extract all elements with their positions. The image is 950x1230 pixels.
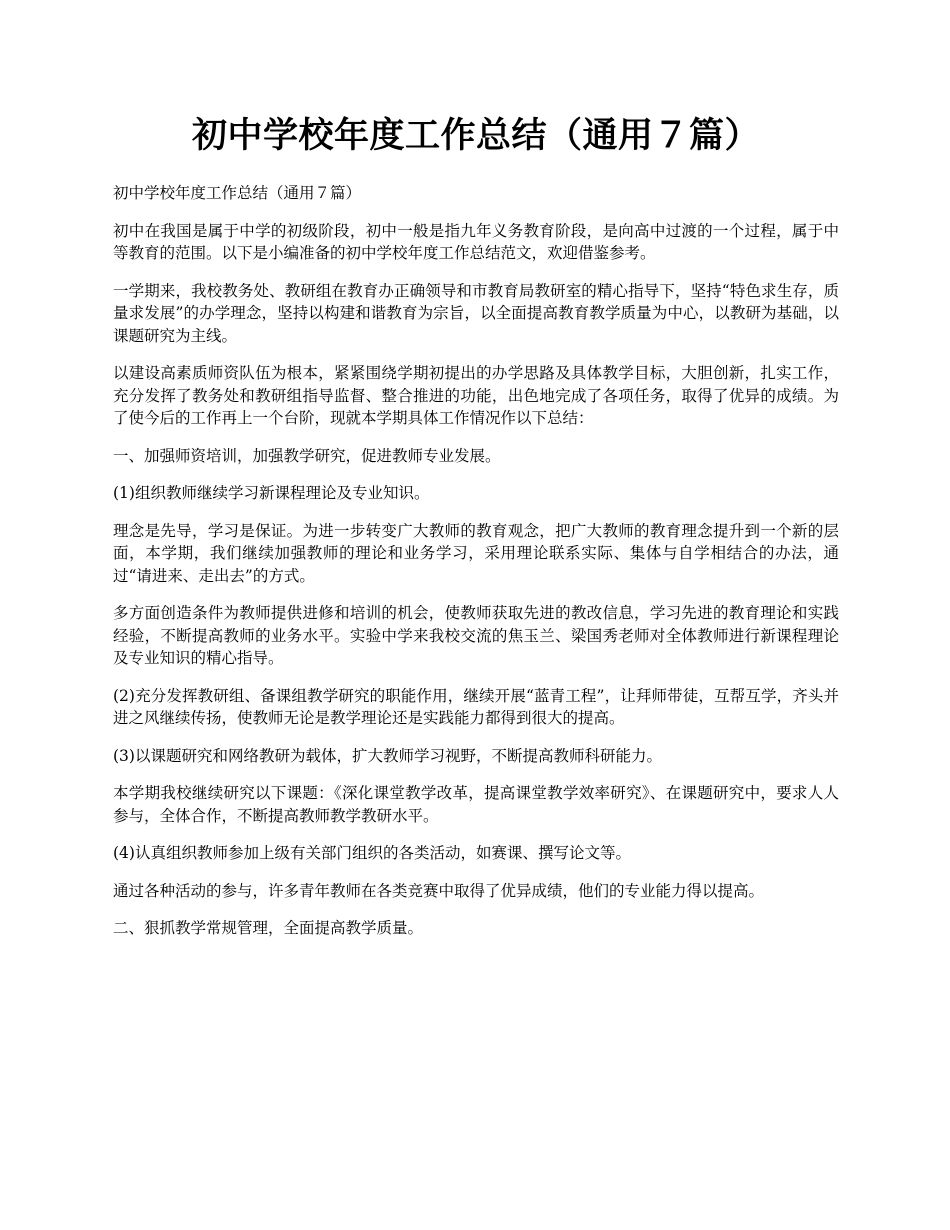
subsection-heading: (4)认真组织教师参加上级有关部门组织的各类活动，如赛课、撰写论文等。 xyxy=(113,844,631,862)
subsection-heading: (3)以课题研究和网络教研为载体，扩大教师学习视野，不断提高教师科研能力。 xyxy=(113,746,662,765)
intro-paragraph: 初中在我国是属于中学的初级阶段，初中一般是指九年义务教育阶段，是向高中过渡的一个过程，属于中等教育的范围。以下是小编准备的初中学校年度工作总结范文，欢迎借鉴参考。 xyxy=(113,221,839,262)
section-heading: 一、加强师资培训，加强教学研究，促进教师专业发展。 xyxy=(113,446,501,465)
body-paragraph: 本学期我校继续研究以下课题：《深化课堂教学改革，提高课堂教学效率研究》、在课题研究中，要求人人参与，全体合作，不断提高教师教学教研水平。 xyxy=(113,784,839,825)
body-paragraph: 以建设高素质师资队伍为根本，紧紧围绕学期初提出的办学思路及具体教学目标，大胆创新，扎实工作，充分发挥了教务处和教研组指导监督、整合推进的功能，出色地完成了各项任务，取得了优异的成绩。为了使今后的工作再上一个台阶，现就本学期具体工作情况作以下总结： xyxy=(113,364,839,427)
subsection-heading: (1)组织教师继续学习新课程理论及专业知识。 xyxy=(113,484,430,502)
document-page xyxy=(113,0,839,940)
section-heading: 二、狠抓教学常规管理，全面提高教学质量。 xyxy=(113,919,424,937)
body-paragraph: 多方面创造条件为教师提供进修和培训的机会，使教师获取先进的教改信息，学习先进的教育理论和实践经验，不断提高教师的业务水平。实验中学来我校交流的焦玉兰、梁国秀老师对全体教师进行新课程理论及专业知识的精心指导。 xyxy=(113,604,839,667)
body-paragraph: 通过各种活动的参与，许多青年教师在各类竞赛中取得了优异成绩，他们的专业能力得以提高。 xyxy=(113,881,765,900)
subsection-paragraph: (2)充分发挥教研组、备课组教学研究的职能作用，继续开展“蓝青工程”，让拜师带徒，互帮互学，齐头并进之风继续传扬，使教师无论是教学理论还是实践能力都得到很大的提高。 xyxy=(113,686,839,727)
body-paragraph: 一学期来，我校教务处、教研组在教育办正确领导和市教育局教研室的精心指导下，坚持“特色求生存，质量求发展”的办学理念，坚持以构建和谐教育为宗旨，以全面提高教育教学质量为中心，以教研为基础，以课题研究为主线。 xyxy=(113,281,839,345)
document-title: 初中学校年度工作总结（通用７篇） xyxy=(191,115,760,156)
body-paragraph: 理念是先导，学习是保证。为进一步转变广大教师的教育观念，把广大教师的教育理念提升到一个新的层面，本学期，我们继续加强教师的理论和业务学习，采用理论联系实际、集体与自学相结合的办法，通过“请进来、走出去”的方式。 xyxy=(113,521,839,585)
subtitle-paragraph: 初中学校年度工作总结（通用７篇） xyxy=(113,184,362,202)
